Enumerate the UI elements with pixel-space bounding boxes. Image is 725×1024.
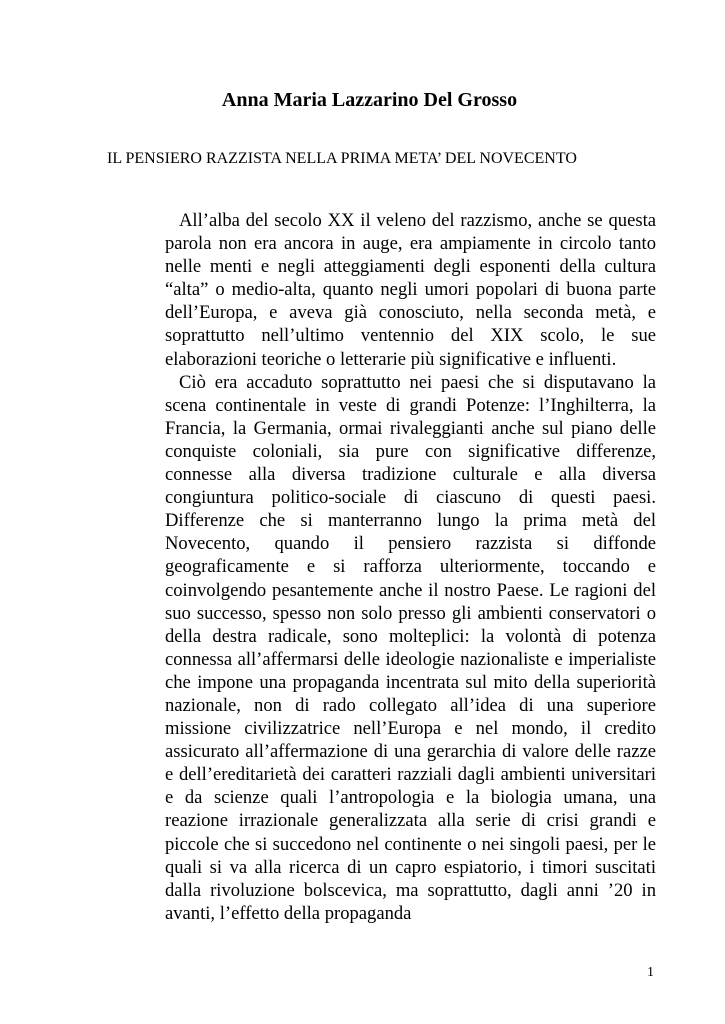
- page-number: 1: [647, 965, 654, 980]
- document-title: IL PENSIERO RAZZISTA NELLA PRIMA META’ DEL NOVECENTO: [107, 150, 577, 167]
- body-text: [165, 209, 656, 925]
- paragraph: All’alba del secolo XX il veleno del razzismo, anche se questa parola non era ancora in auge, era ampiamente in circolo tanto nelle menti e negli atteggiamenti degli esponenti della cultura “alta” o medio-alta, quanto negli umori popolari di buona parte dell’Europa, e aveva già conosciuto, nella seconda metà, e soprattutto nell’ultimo ventennio del XIX scolo, le sue elaborazioni teoriche o letterarie più significative e influenti.: [165, 210, 656, 370]
- author-name: Anna Maria Lazzarino Del Grosso: [221, 89, 518, 111]
- paragraph: Ciò era accaduto soprattutto nei paesi che si disputavano la scena continentale in veste di grandi Potenze: l’Inghilterra, la Francia, la Germania, ormai rivaleggianti anche sul piano delle conquiste coloniali, sia pure con significative differenze, connesse alla diversa tradizione culturale e alla diversa congiuntura politico-sociale di ciascuno di questi paesi. Differenze che si manterranno lungo la prima metà del Novecento, quando il pensiero razzista si diffonde geograficamente e si rafforza ulteriormente, toccando e coinvolgendo pesantemente anche il nostro Paese. Le ragioni del suo successo, spesso non solo presso gli ambienti conservatori o della destra radicale, sono molteplici: la volontà di potenza connessa all’affermarsi delle ideologie nazionaliste e imperialiste che impone una propaganda incentrata sul mito della superiorità nazionale, non di rado collegato all’idea di una superiore missione civilizzatrice nell’Europa e nel mondo, il credito assicurato all’affermazione di una gerarchia di valore delle razze e dell’ereditarietà dei caratteri razziali dagli ambienti universitari e da scienze quali l’antropologia e la biologia umana, una reazione irrazionale generalizzata alla serie di crisi grandi e piccole che si succedono nel continente o nei singoli paesi, per le quali si va alla ricerca di un capro espiatorio, i timori suscitati dalla rivoluzione bolscevica, ma soprattutto, dagli anni ’20 in avanti, l’effetto della propaganda: [165, 371, 656, 924]
